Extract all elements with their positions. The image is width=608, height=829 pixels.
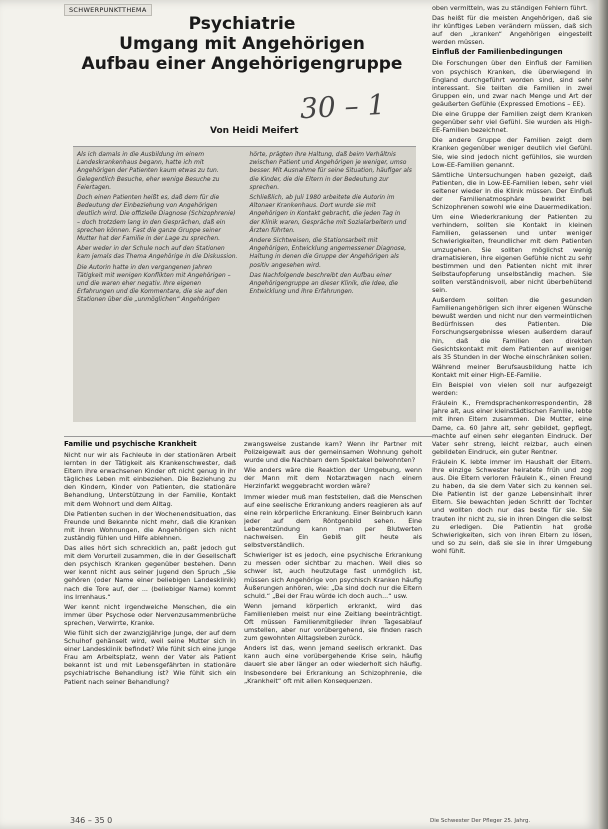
handwritten-note: 30 – 1 xyxy=(299,87,387,126)
body-paragraph: zwangsweise zustande kam? Wenn ihr Partner mit Polizeigewalt aus der gemeinsamen Wohnung geholt wurde und die Nachbarn dem Spektakel beiwohnten? xyxy=(244,440,422,465)
page-note: 346 – 35 0 xyxy=(70,816,113,825)
body-paragraph: Während meiner Berufsausbildung hatte ich Kontakt mit einer High-EE-Familie. xyxy=(432,362,592,379)
body-paragraph: Das heißt für die meisten Angehörigen, daß sie ihr künftiges Leben verändern müssen, daß sich auf den „kranken“ Angehörigen eingestellt werden müssen. xyxy=(432,14,592,47)
body-paragraph: Die eine Gruppe der Familien zeigt dem Kranken gegenüber sehr viel Gefühl. Sie wurden als High-EE-Familien bezeichnet. xyxy=(432,110,592,135)
body-paragraph: Sämtliche Untersuchungen haben gezeigt, daß Patienten, die in Low-EE-Familien leben, sehr viel seltener wieder in die Klinik müssen. Der Einfluß der Familienatmosphäre bewirkt bei Schizophrenen sowohl wie eine Dauermedikation. xyxy=(432,170,592,212)
lead-paragraph: Die Autorin hatte in den vergangenen Jahren Tätigkeit mit wenigen Konflikten mit Angehörigen – und die waren eher negativ. Ihre eigenen Erfahrungen und die Kommentare, die sie auf den Stationen über die „unmöglichen“ Angehörigen xyxy=(77,263,231,304)
lead-paragraph: hörte, prägten ihre Haltung, daß beim Verhältnis zwischen Patient und Angehörigen je weniger, umso besser. Mit Ausnahme für seine Situation, häufiger als die Kinder, die die Eltern in der Bedeutung zur sprechen. xyxy=(249,151,412,191)
page-fold-edge xyxy=(598,0,608,829)
body-paragraph: Anders ist das, wenn jemand seelisch erkrankt. Das kann auch eine vorübergehende Krise sein, häufig dauert sie aber länger an oder wiederholt sich häufig. Insbesondere bei Erkrankung an Schizophrenie, die „Krankheit“ oft mit allen Konsequenzen. xyxy=(244,644,422,685)
section-heading: Familie und psychische Krankheit xyxy=(64,440,197,448)
body-paragraph: Ein Beispiel von vielen soll nur aufgezeigt werden: xyxy=(432,381,592,398)
body-paragraph: Nicht nur wir als Fachleute in der stationären Arbeit lernten in der Tätigkeit als Krankenschwester, daß Eltern ihre erwachsenen Kinder oft nicht genug in ihr tägliches Leben mit einbeziehen. Die Beziehung zu den Kindern, Kinder von Patienten, die stationäre Behandlung, Unterstützung in der Familie, Kontakt mit dem Wohnort und dem Alltag. xyxy=(64,451,236,508)
body-paragraph: Wenn jemand körperlich erkrankt, wird das Familienleben meist nur eine Zeitlang beeinträchtigt. Oft müssen Familienmitglieder ihren Tagesablauf umstellen, aber nur vorübergehend, sie finden rasch zum gewohnten Alltagsleben zurück. xyxy=(244,601,422,643)
left-column xyxy=(64,440,236,812)
body-paragraph: Die Forschungen über den Einfluß der Familien von psychisch Kranken, die überwiegend in England durchgeführt worden sind, sind sehr interessant. Sie teilten die Familien in zwei Gruppen ein, und zwar nach Menge und Art der geäußerten Gefühle (Expressed Emotions – EE). xyxy=(432,59,592,108)
body-paragraph: Schwieriger ist es jedoch, eine psychische Erkrankung zu messen oder sichtbar zu machen. Weil dies so schwer ist, auch heutzutage fast unmöglich ist, müssen sich Angehörige von psychisch Kranken häufig Äußerungen anhören, wie: „Da sind doch nur die Eltern schuld.“ „Bei der Frau würde ich doch auch...“ usw. xyxy=(244,551,422,600)
lead-paragraph: Das Nachfolgende beschreibt den Aufbau einer Angehörigengruppe an dieser Klinik, die Idee, die Entwicklung und ihre Erfahrungen. xyxy=(249,271,398,296)
body-paragraph: Fräulein K. lebte immer im Haushalt der Eltern. Ihre einzige Schwester heiratete früh und zog aus. Die Eltern verloren Fräulein K., einen Freund zu haben, da sie dem Vater sich zu kennen sei. Die Patientin ist der ganze Lebensinhalt ihrer Eltern. Sie bewachten jeden Schritt der Tochter und wollten doch nur das beste für sie. Sie trauten ihr nicht zu, sie in ihren Dingen die selbst zu erledigen. Die Patientin hat große Schwierigkeiten, sich von ihren Eltern zu lösen, und so zu sein, daß sie sie in ihrer Umgebung wohl fühlt. xyxy=(432,457,592,555)
right-column xyxy=(432,4,592,812)
body-paragraph: Die Patienten suchen in der Wochenendsituation, das Freunde und Bekannte nicht mehr, daß die Kranken mit ihren Wohnungen, die Angehörigen sich nicht zuständig fühlen und Hilfe ablehnen. xyxy=(64,509,236,542)
body-paragraph: oben vermitteln, was zu ständigen Fehlern führt. xyxy=(432,4,588,12)
source-line: Die Schwester Der Pfleger 25. Jahrg. xyxy=(430,818,531,824)
body-paragraph: Das alles hört sich schrecklich an, paßt jedoch gut mit dem Vorurteil zusammen, die in der Gesellschaft den psychisch Kranken gegenüber bestehen. Denn wer kennt nicht aus seiner Jugend den Spruch „Sie gehören (oder Name einer beliebigen Landesklinik) nach die Tore auf, der ... (beliebiger Name) kommt ins Irrenhaus.“ xyxy=(64,544,236,601)
body-paragraph: Immer wieder muß man feststellen, daß die Menschen auf eine seelische Erkrankung anders reagieren als auf eine rein körperliche Erkrankung. Einer Beinbruch kann jeder auf dem Röntgenbild sehen. Eine Leberentzündung kann man per Blutwerten nachweisen. Ein Gebiß gilt heute als selbstverständlich. xyxy=(244,492,422,550)
body-paragraph: Wer kennt nicht irgendwelche Menschen, die ein immer über Psychose oder Nervenzusammenbrüche sprechen, Verwirrte, Kranke. xyxy=(64,602,236,627)
title-line: Umgang mit Angehörigen xyxy=(119,34,365,54)
lead-paragraph: Doch einen Patienten heißt es, daß dem für die Bedeutung der Einbeziehung von Angehörigen deutlich wird. Die offizielle Diagnose (Schizophrenie) – doch trotzdem lang in den Gesprächen, daß ein sprechen können. Fast die ganze Gruppe seiner Mutter hat der Familie in der Lage zu sprechen. xyxy=(77,194,236,243)
author-byline: Von Heidi Meifert xyxy=(210,126,299,136)
middle-column xyxy=(244,440,422,820)
lead-paragraph: Aber weder in der Schule noch auf den Stationen kam jemals das Thema Angehörige in die Diskussion. xyxy=(77,245,238,261)
section-divider xyxy=(64,436,432,437)
title-line: Psychiatrie xyxy=(188,14,296,34)
body-paragraph: Wie anders wäre die Reaktion der Umgebung, wenn der Mann mit dem Notarztwagen nach einem Herzinfarkt weggebracht worden wäre? xyxy=(244,466,422,491)
lead-paragraph: Andere Sichtweisen, die Stationsarbeit mit Angehörigen, Entwicklung angemessener Diagnose, Haltung in denen die Gruppe der Angehörigen als positiv angesehen wird. xyxy=(249,237,407,269)
body-paragraph: Um eine Wiederkrankung der Patienten zu verhindern, sollten sie Kontakt in kleinen Familien, gelassenen und unter weniger Schwierigkeiten, freundlicher mit dem Patienten umzugehen. Sie sollten möglichst wenig dramatisieren, ihre eigenen Gefühle nicht zu sehr bestimmen und den Patienten nicht mit ihrer Selbstaufopferung unselbständig machen. Sie sollten verständnisvoll, aber nicht überbehütend sein. xyxy=(432,213,592,294)
lead-paragraph: Schließlich, ab Juli 1980 arbeitete die Autorin im Altonaer Krankenhaus. Dort wurde sie mit Angehörigen in Kontakt gebracht, die jeden Tag in der Klinik waren, Gespräche mit Sozialarbeitern und Ärzten führten. xyxy=(249,194,407,234)
lead-box xyxy=(73,146,416,422)
body-paragraph: Wie fühlt sich der zwanzigjährige Junge, der auf dem Schulhof gehänselt wird, weil seine Mutter sich in einer Landesklinik befindet? Wie fühlt sich eine junge Frau am Arbeitsplatz, wenn der Vater als Patient bekannt ist und mit Lebensgefährten in stationäre psychiatrische Behandlung ist? Wie fühlt sich ein Patient nach seiner Behandlung? xyxy=(64,628,236,686)
body-paragraph: Außerdem sollten die gesunden Familienangehörigen sich ihrer eigenen Wünsche bewußt werden und nicht nur den vermeintlichen Bedürfnissen des Patienten. Die Forschungsergebnisse wiesen außerdem darauf hin, daß die Familien den direkten Gesichtskontakt mit dem Patienten auf weniger als 35 Stunden in der Woche einschränken sollen. xyxy=(432,296,592,361)
title-line: Aufbau einer Angehörigengruppe xyxy=(81,54,403,74)
lead-paragraph: Als ich damals in die Ausbildung im einem Landeskrankenhaus begann, hatte ich mit Angehörigen der Patienten kaum etwas zu tun. Gelegentlich Besuche, eher wenige Besuche zu Feiertagen. xyxy=(77,151,220,191)
article-title xyxy=(80,14,404,74)
body-paragraph: Die andere Gruppe der Familien zeigt dem Kranken gegenüber weniger deutlich viel Gefühl. Sie, wie sind jedoch nicht gefühllos, sie wurden Low-EE-Familien genannt. xyxy=(432,136,592,169)
body-paragraph: Fräulein K., Fremdsprachenkorrespondentin, 28 Jahre alt, aus einer kleinstädtischen Familie, lebte mit ihren Eltern zusammen. Die Mutter, eine Dame, ca. 60 Jahre alt, sehr gebildet, gepflegt, machte auf einen sehr eleganten Eindruck. Der Vater sehr streng, leicht reizbar, auch einen gebildeten Eindruck, ein guter Rentner. xyxy=(432,399,592,456)
section-heading: Einfluß der Familienbedingungen xyxy=(432,48,563,57)
section-tag: SCHWERPUNKTTHEMA xyxy=(64,4,152,16)
